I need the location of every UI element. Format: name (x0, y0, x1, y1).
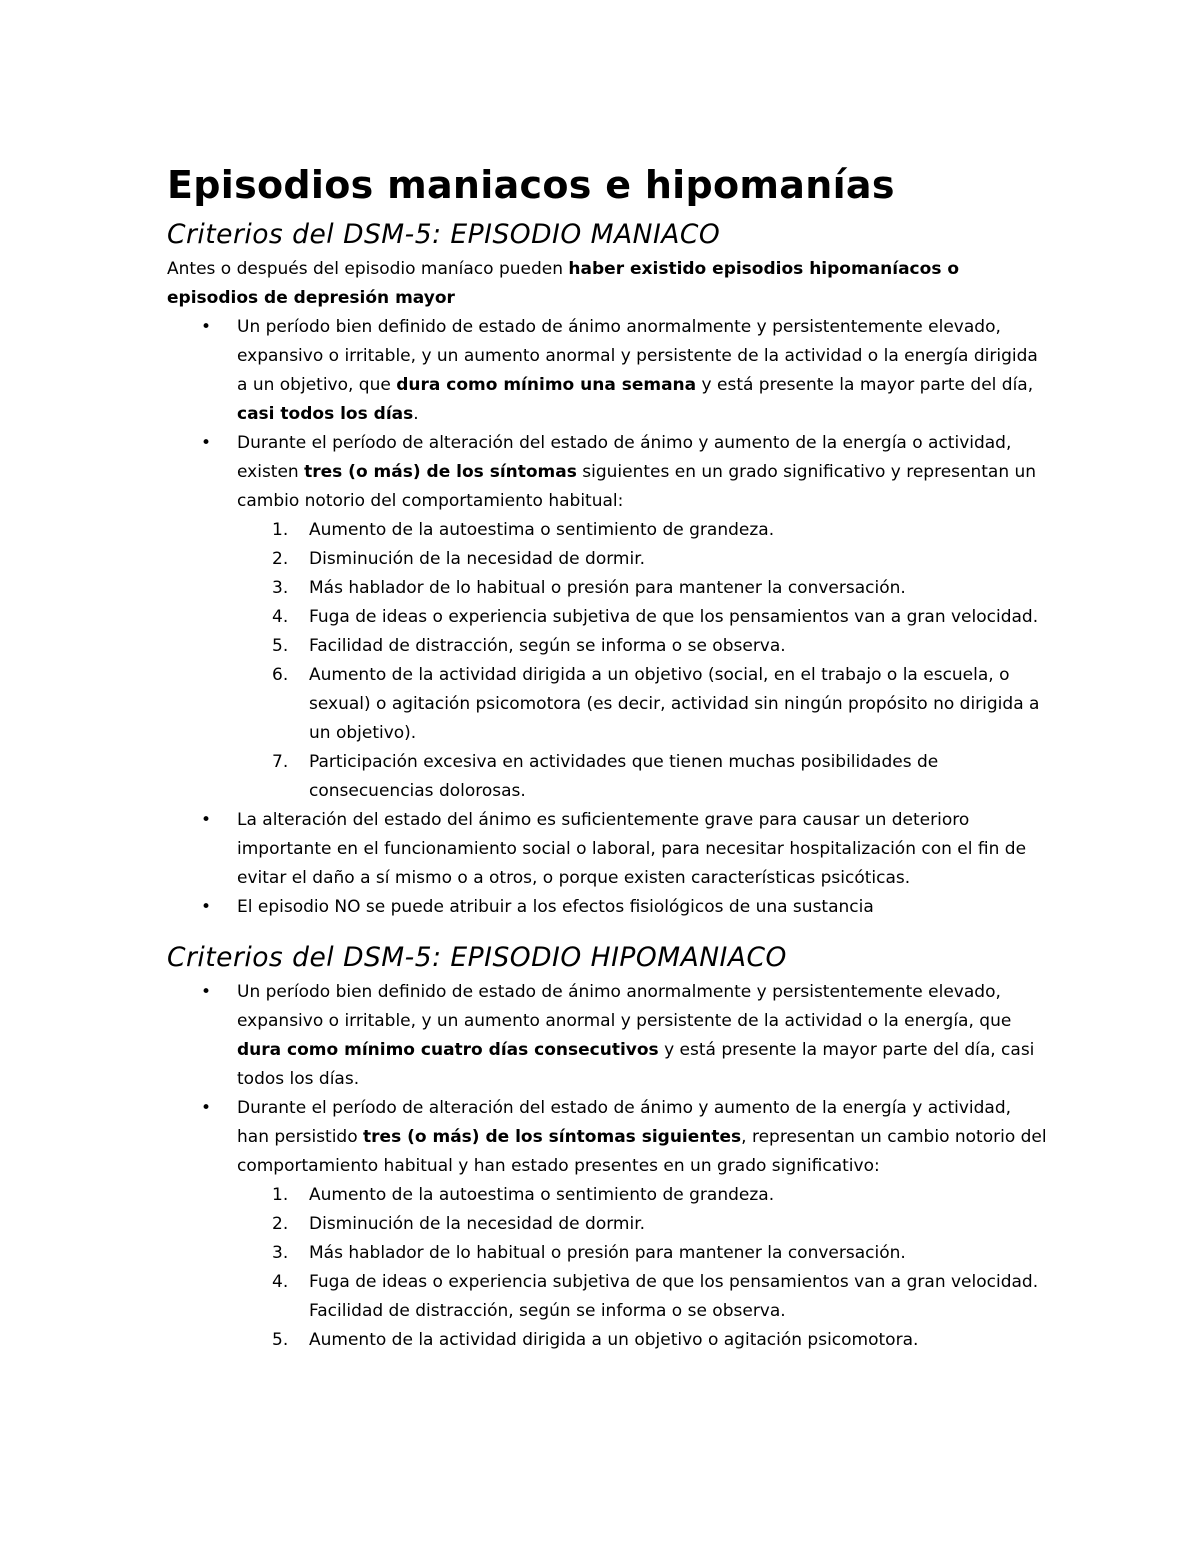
bullet-icon: • (201, 810, 212, 830)
symptom-item (167, 632, 1047, 661)
hipomaniaco-symptom-list (167, 1181, 1047, 1355)
intro-bold-text: haber existido episodios hipomaníacos o episodios de depresión mayor (167, 259, 960, 308)
symptom-number: 7. (272, 752, 289, 772)
criterion-bold-text: tres (o más) de los síntomas (304, 462, 577, 482)
symptom-number: 4. (272, 607, 289, 627)
symptom-text: Fuga de ideas o experiencia subjetiva de que los pensamientos van a gran velocidad. Facilidad de distracción, según se informa o se observa. (309, 1272, 1039, 1321)
intro-text: Antes o después del episodio maníaco pueden (167, 259, 569, 279)
bullet-icon: • (201, 982, 212, 1002)
maniaco-symptom-list (167, 516, 1047, 806)
criterion-text: . (413, 404, 419, 424)
criterion-text: Un período bien definido de estado de ánimo anormalmente y persistentemente elevado, expansivo o irritable, y un aumento anormal y persistente de la actividad o la energía dirigida a un objetivo, que (237, 317, 1038, 395)
criterion-bold-text: casi todos los días (237, 404, 414, 424)
symptom-number: 1. (272, 520, 289, 540)
symptom-item (167, 574, 1047, 603)
symptom-text: Disminución de la necesidad de dormir. (309, 1214, 646, 1234)
symptom-number: 3. (272, 578, 289, 598)
criterion-bold-text: tres (o más) de los síntomas siguientes (363, 1127, 742, 1147)
section-intro (167, 255, 1047, 313)
criterion-item (167, 313, 1047, 429)
criterion-item (167, 893, 1047, 922)
criterion-item (167, 978, 1047, 1094)
symptom-text: Aumento de la actividad dirigida a un objetivo (social, en el trabajo o la escuela, o sexual) o agitación psicomotora (es decir, actividad sin ningún propósito no dirigida a un objetivo). (309, 665, 1040, 743)
maniaco-criteria-list (167, 313, 1047, 516)
symptom-text: Facilidad de distracción, según se informa o se observa. (309, 636, 786, 656)
criterion-text: siguientes en un grado significativo y representan un cambio notorio del comportamiento habitual: (237, 462, 1037, 511)
symptom-number: 5. (272, 1330, 289, 1350)
bullet-icon: • (201, 897, 212, 917)
section-heading-episodio-hipomaniaco: Criterios del DSM-5: EPISODIO HIPOMANIACO (167, 942, 787, 973)
symptom-text: Fuga de ideas o experiencia subjetiva de que los pensamientos van a gran velocidad. (309, 607, 1039, 627)
symptom-text: Aumento de la autoestima o sentimiento de grandeza. (309, 520, 775, 540)
bullet-icon: • (201, 433, 212, 453)
symptom-text: Más hablador de lo habitual o presión para mantener la conversación. (309, 1243, 906, 1263)
criterion-text: Durante el período de alteración del estado de ánimo y aumento de la energía o actividad, existen (237, 433, 1012, 482)
criterion-text: La alteración del estado del ánimo es suficientemente grave para causar un deterioro importante en el funcionamiento social o laboral, para necesitar hospitalización con el fin de evitar el daño a sí mismo o a otros, o porque existen características psicóticas. (237, 810, 1027, 888)
symptom-item (167, 545, 1047, 574)
symptom-item (167, 603, 1047, 632)
symptom-text: Aumento de la actividad dirigida a un objetivo o agitación psicomotora. (309, 1330, 919, 1350)
symptom-number: 3. (272, 1243, 289, 1263)
criterion-text: El episodio NO se puede atribuir a los efectos fisiológicos de una sustancia (237, 897, 874, 917)
criterion-item (167, 806, 1047, 893)
criterion-text: y está presente la mayor parte del día, (696, 375, 1034, 395)
criterion-bold-text: dura como mínimo una semana (396, 375, 697, 395)
criterion-text: Un período bien definido de estado de ánimo anormalmente y persistentemente elevado, expansivo o irritable, y un aumento anormal y persistente de la actividad o la energía, que (237, 982, 1012, 1031)
document-title: Episodios maniacos e hipomanías (167, 163, 895, 207)
criterion-bold-text: dura como mínimo cuatro días consecutivos (237, 1040, 659, 1060)
symptom-text: Aumento de la autoestima o sentimiento de grandeza. (309, 1185, 775, 1205)
symptom-text: Participación excesiva en actividades que tienen muchas posibilidades de consecuencias dolorosas. (309, 752, 939, 801)
hipomaniaco-criteria-list (167, 978, 1047, 1181)
symptom-item (167, 1268, 1047, 1326)
symptom-item (167, 661, 1047, 748)
symptom-number: 6. (272, 665, 289, 685)
symptom-item (167, 1181, 1047, 1210)
criterion-item (167, 1094, 1047, 1181)
criterion-text: Durante el período de alteración del estado de ánimo y aumento de la energía y actividad, han persistido (237, 1098, 1012, 1147)
symptom-item (167, 516, 1047, 545)
bullet-icon: • (201, 1098, 212, 1118)
symptom-text: Disminución de la necesidad de dormir. (309, 549, 646, 569)
criterion-item (167, 429, 1047, 516)
symptom-number: 2. (272, 1214, 289, 1234)
symptom-item (167, 1210, 1047, 1239)
symptom-number: 5. (272, 636, 289, 656)
symptom-item (167, 1326, 1047, 1355)
symptom-text: Más hablador de lo habitual o presión para mantener la conversación. (309, 578, 906, 598)
section-heading-episodio-maniaco: Criterios del DSM-5: EPISODIO MANIACO (167, 219, 721, 250)
bullet-icon: • (201, 317, 212, 337)
criterion-text: , representan un cambio notorio del comportamiento habitual y han estado presentes en un grado significativo: (237, 1127, 1047, 1176)
symptom-number: 1. (272, 1185, 289, 1205)
criterion-text: y está presente la mayor parte del día, casi todos los días. (237, 1040, 1035, 1089)
symptom-number: 2. (272, 549, 289, 569)
document-page (167, 158, 1047, 1355)
symptom-item (167, 1239, 1047, 1268)
symptom-item (167, 748, 1047, 806)
maniaco-criteria-list-continued (167, 806, 1047, 922)
symptom-number: 4. (272, 1272, 289, 1292)
